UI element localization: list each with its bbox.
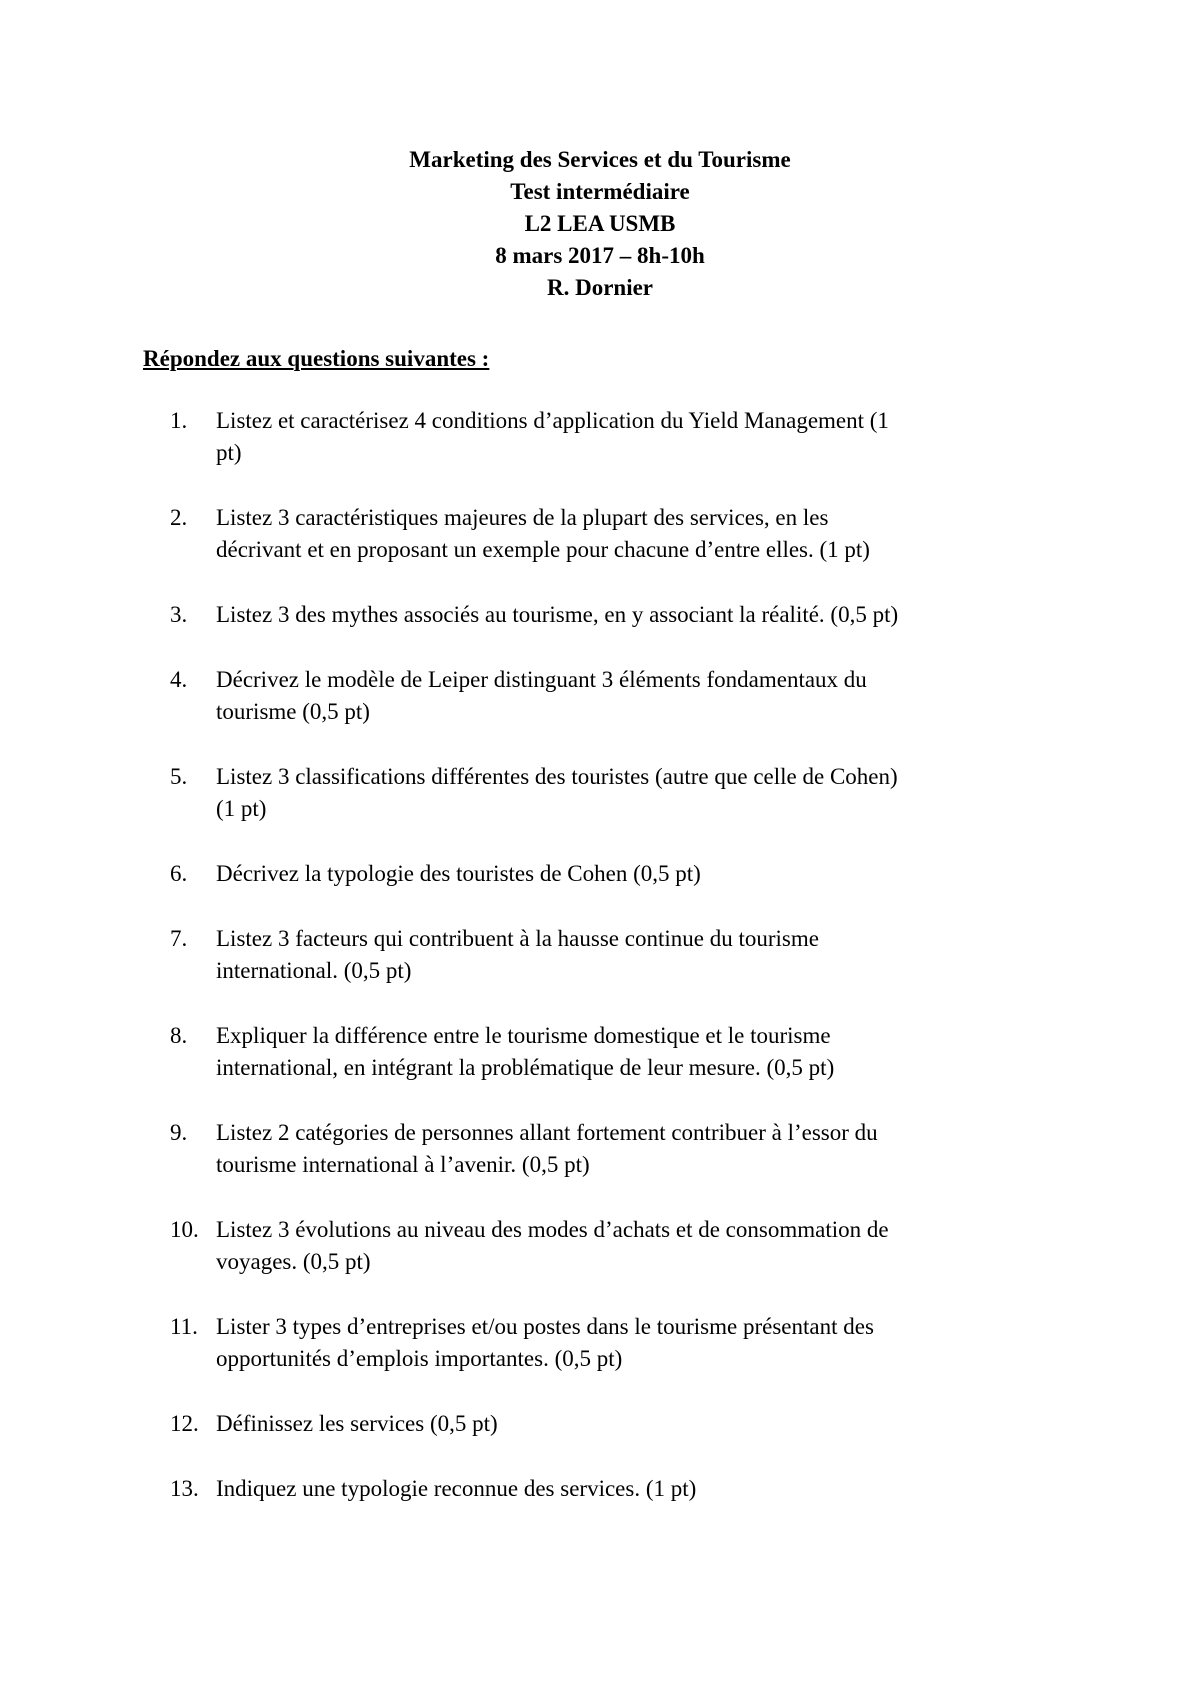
question-line: (1 pt) xyxy=(216,796,267,821)
question-line: Décrivez le modèle de Leiper distinguant 3 éléments fondamentaux du xyxy=(216,667,867,692)
question-line: Expliquer la différence entre le tourisme domestique et le tourisme xyxy=(216,1023,831,1048)
question-item xyxy=(0,405,1200,469)
question-line: pt) xyxy=(216,440,242,465)
question-number: 4. xyxy=(170,667,188,692)
class-name: L2 LEA USMB xyxy=(524,211,676,236)
question-line: Listez et caractérisez 4 conditions d’application du Yield Management (1 xyxy=(216,408,889,433)
question-text xyxy=(216,664,1056,728)
question-text xyxy=(216,858,1056,890)
question-item xyxy=(0,1117,1200,1181)
question-text xyxy=(216,1117,1056,1181)
question-line: Lister 3 types d’entreprises et/ou postes dans le tourisme présentant des xyxy=(216,1314,874,1339)
question-line: Listez 3 évolutions au niveau des modes d’achats et de consommation de xyxy=(216,1217,889,1242)
question-text xyxy=(216,923,1056,987)
instructor-name: R. Dornier xyxy=(546,275,654,300)
question-line: international, en intégrant la problématique de leur mesure. (0,5 pt) xyxy=(216,1055,835,1080)
question-item xyxy=(0,1214,1200,1278)
question-line: Décrivez la typologie des touristes de Cohen (0,5 pt) xyxy=(216,861,701,886)
question-text xyxy=(216,761,1056,825)
question-line: Listez 2 catégories de personnes allant fortement contribuer à l’essor du xyxy=(216,1120,878,1145)
question-line: Listez 3 des mythes associés au tourisme, en y associant la réalité. (0,5 pt) xyxy=(216,602,899,627)
question-item xyxy=(0,923,1200,987)
question-line: Définissez les services (0,5 pt) xyxy=(216,1411,498,1436)
question-line: Listez 3 facteurs qui contribuent à la hausse continue du tourisme xyxy=(216,926,819,951)
question-number: 9. xyxy=(170,1120,188,1145)
question-number: 2. xyxy=(170,505,188,530)
question-text xyxy=(216,1020,1056,1084)
instruction-heading: Répondez aux questions suivantes : xyxy=(143,346,490,371)
question-number: 12. xyxy=(170,1411,199,1436)
exam-date-time: 8 mars 2017 – 8h-10h xyxy=(495,243,705,268)
question-number: 3. xyxy=(170,602,188,627)
question-item xyxy=(0,502,1200,566)
question-number: 5. xyxy=(170,764,188,789)
question-number: 7. xyxy=(170,926,188,951)
question-text xyxy=(216,405,1056,469)
question-number: 11. xyxy=(170,1314,198,1339)
course-title: Marketing des Services et du Tourisme xyxy=(409,147,791,172)
question-number: 6. xyxy=(170,861,188,886)
question-line: Listez 3 caractéristiques majeures de la plupart des services, en les xyxy=(216,505,829,530)
question-line: opportunités d’emplois importantes. (0,5 pt) xyxy=(216,1346,623,1371)
exam-header xyxy=(0,144,1200,304)
question-item xyxy=(0,599,1200,631)
question-number: 10. xyxy=(170,1217,199,1242)
question-line: Indiquez une typologie reconnue des services. (1 pt) xyxy=(216,1476,697,1501)
question-text xyxy=(216,1408,1056,1440)
question-item xyxy=(0,1408,1200,1440)
question-line: tourisme (0,5 pt) xyxy=(216,699,370,724)
question-line: voyages. (0,5 pt) xyxy=(216,1249,371,1274)
question-text xyxy=(216,599,1056,631)
question-list xyxy=(0,405,1200,1538)
question-text xyxy=(216,1311,1056,1375)
question-line: tourisme international à l’avenir. (0,5 pt) xyxy=(216,1152,590,1177)
question-line: décrivant et en proposant un exemple pour chacune d’entre elles. (1 pt) xyxy=(216,537,870,562)
question-item xyxy=(0,761,1200,825)
question-number: 13. xyxy=(170,1476,199,1501)
question-text xyxy=(216,1214,1056,1278)
question-item xyxy=(0,1311,1200,1375)
question-item xyxy=(0,664,1200,728)
question-item xyxy=(0,1020,1200,1084)
question-item xyxy=(0,858,1200,890)
question-item xyxy=(0,1473,1200,1505)
question-text xyxy=(216,502,1056,566)
question-number: 1. xyxy=(170,408,188,433)
question-text xyxy=(216,1473,1056,1505)
question-line: international. (0,5 pt) xyxy=(216,958,412,983)
question-number: 8. xyxy=(170,1023,188,1048)
exam-type: Test intermédiaire xyxy=(510,179,690,204)
question-line: Listez 3 classifications différentes des touristes (autre que celle de Cohen) xyxy=(216,764,898,789)
